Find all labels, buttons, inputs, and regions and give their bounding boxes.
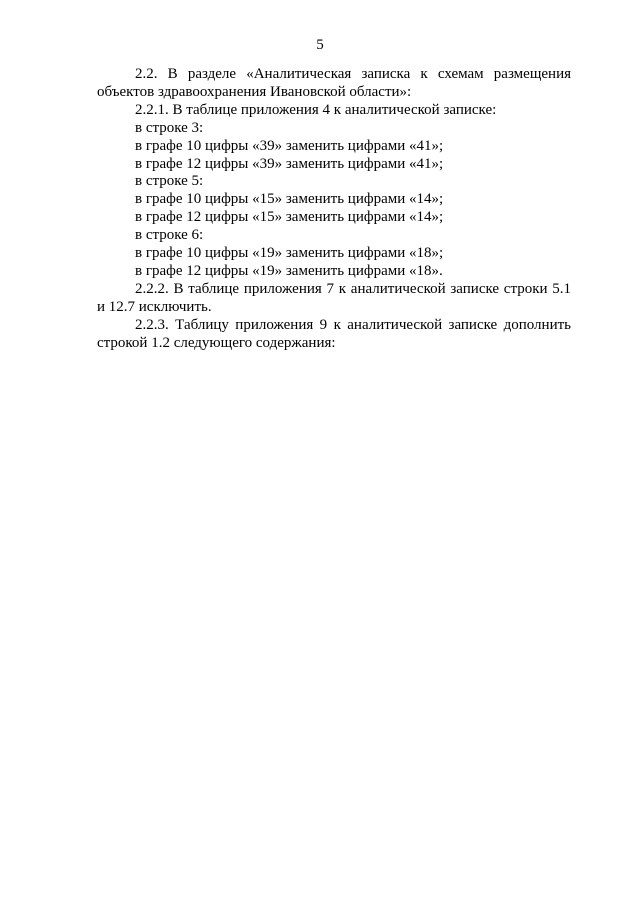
row3-col12: в графе 12 цифры «39» заменить цифрами «41»;	[135, 155, 444, 172]
section-2-2-3-line2: строкой 1.2 следующего содержания:	[97, 334, 336, 351]
row3-col10: в графе 10 цифры «39» заменить цифрами «41»;	[135, 137, 444, 154]
section-2-2-2-line1: 2.2.2. В таблице приложения 7 к аналитической записке строки 5.1	[135, 280, 571, 297]
document-body	[97, 66, 571, 353]
row3-title: в строке 3:	[135, 119, 204, 136]
page-number: 5	[316, 37, 324, 53]
section-2-2-line2: объектов здравоохранения Ивановской области»:	[97, 83, 412, 100]
row6-col10: в графе 10 цифры «19» заменить цифрами «18»;	[135, 245, 444, 262]
section-2-2-1-heading: 2.2.1. В таблице приложения 4 к аналитической записке:	[135, 101, 497, 118]
section-2-2-2-line2: и 12.7 исключить.	[97, 298, 212, 315]
row5-col10: в графе 10 цифры «15» заменить цифрами «14»;	[135, 191, 444, 208]
row6-col12: в графе 12 цифры «19» заменить цифрами «18».	[135, 262, 443, 279]
row5-col12: в графе 12 цифры «15» заменить цифрами «14»;	[135, 209, 444, 226]
section-2-2-line1: 2.2. В разделе «Аналитическая записка к схемам размещения	[135, 66, 571, 82]
row5-title: в строке 5:	[135, 173, 204, 190]
row6-title: в строке 6:	[135, 227, 204, 244]
section-2-2-3-line1: 2.2.3. Таблицу приложения 9 к аналитической записке дополнить	[135, 316, 571, 333]
